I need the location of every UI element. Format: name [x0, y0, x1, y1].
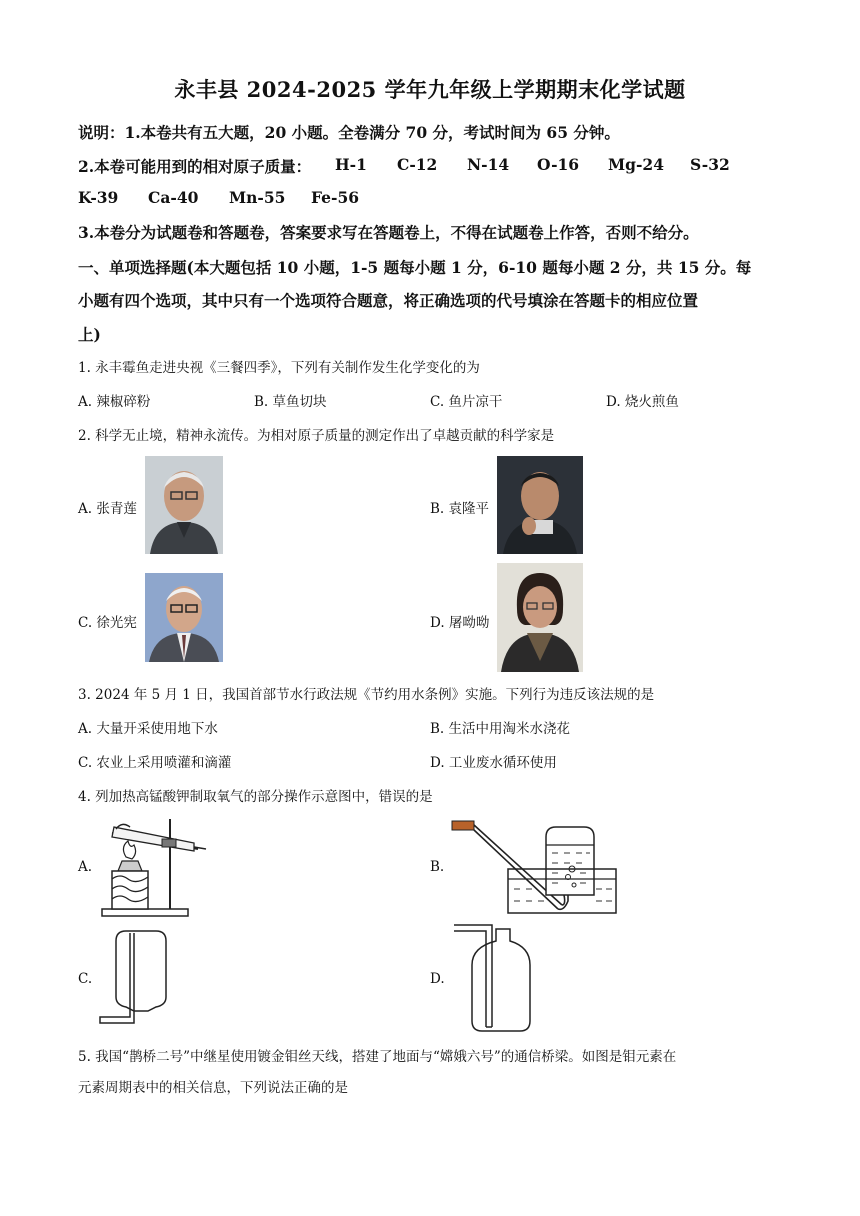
atomic-mass: C-12 [397, 155, 438, 174]
atomic-mass: Fe-56 [311, 188, 360, 207]
note-1: 说明：1.本卷共有五大题，20 小题。全卷满分 70 分，考试时间为 65 分钟。 [78, 123, 620, 142]
q2-stem: 2. 科学无止境，精神永流传。为相对原子质量的测定作出了卓越贡献的科学家是 [78, 428, 555, 444]
section-header-line2: 小题有四个选项，其中只有一个选项符合题意，将正确选项的代号填涂在答题卡的相应位置 [78, 291, 699, 310]
q5-line1: 5. 我国“鹊桥二号”中继星使用镀金钼丝天线，搭建了地面与“嫦娥六号”的通信桥梁。如图是钼元素在 [78, 1049, 677, 1065]
q4-stem: 4. 列加热高锰酸钾制取氧气的部分操作示意图中，错误的是 [78, 789, 433, 805]
portrait-photo-b [497, 456, 583, 554]
note-2-label: 2.本卷可能用到的相对原子质量： [78, 157, 312, 176]
atomic-mass: Mn-55 [229, 188, 286, 207]
section-header-line3: 上) [78, 325, 101, 344]
portrait-photo-c [145, 573, 223, 662]
portrait-photo-d [497, 563, 583, 672]
atomic-mass: S-32 [690, 155, 730, 174]
q3-option-d: D. 工业废水循环使用 [430, 755, 557, 771]
atomic-mass-list-2 [0, 188, 860, 208]
q3-stem: 3. 2024 年 5 月 1 日，我国首部节水行政法规《节约用水条例》实施。下列行为违反该法规的是 [78, 687, 655, 703]
heating-apparatus-figure [98, 815, 208, 918]
q2-option-c: C. 徐光宪 [78, 615, 137, 631]
inverted-bottle-figure [98, 927, 170, 1027]
q3-option-a: A. 大量开采使用地下水 [78, 721, 218, 737]
q2-option-a: A. 张青莲 [78, 501, 137, 517]
atomic-mass: O-16 [537, 155, 580, 174]
portrait-photo-a [145, 456, 223, 554]
q3-option-b: B. 生活中用淘米水浇花 [430, 721, 571, 737]
note-3: 3.本卷分为试题卷和答题卷，答案要求写在答题卷上，不得在试题卷上作答，否则不给分。 [78, 223, 699, 242]
gas-collection-figure [450, 815, 618, 917]
upright-bottle-figure [452, 921, 534, 1033]
atomic-mass: Ca-40 [148, 188, 199, 207]
q1-option-c: C. 鱼片凉干 [430, 394, 503, 410]
q4-option-a: A. [78, 859, 93, 875]
q1-option-a: A. 辣椒碎粉 [78, 394, 151, 410]
atomic-mass: H-1 [335, 155, 367, 174]
q2-option-d: D. 屠呦呦 [430, 615, 490, 631]
q4-option-b: B. [430, 859, 445, 875]
q4-option-d: D. [430, 971, 445, 987]
q2-option-b: B. 袁隆平 [430, 501, 490, 517]
atomic-mass: N-14 [467, 155, 510, 174]
q1-stem: 1. 永丰霉鱼走进央视《三餐四季》，下列有关制作发生化学变化的为 [78, 360, 480, 376]
section-header-line1: 一、单项选择题(本大题包括 10 小题，1-5 题每小题 1 分，6-10 题每小题 2 分，共 15 分。每 [78, 258, 752, 277]
q5-line2: 元素周期表中的相关信息，下列说法正确的是 [78, 1080, 348, 1096]
atomic-mass-list [0, 155, 860, 175]
q4-option-c: C. [78, 971, 93, 987]
q1-option-d: D. 烧火煎鱼 [606, 394, 679, 410]
q3-option-c: C. 农业上采用喷灌和滴灌 [78, 755, 232, 771]
page-title: 永丰县 2024-2025 学年九年级上学期期末化学试题 [174, 77, 686, 102]
atomic-mass: K-39 [78, 188, 119, 207]
q1-option-b: B. 草鱼切块 [254, 394, 327, 410]
atomic-mass: Mg-24 [608, 155, 664, 174]
